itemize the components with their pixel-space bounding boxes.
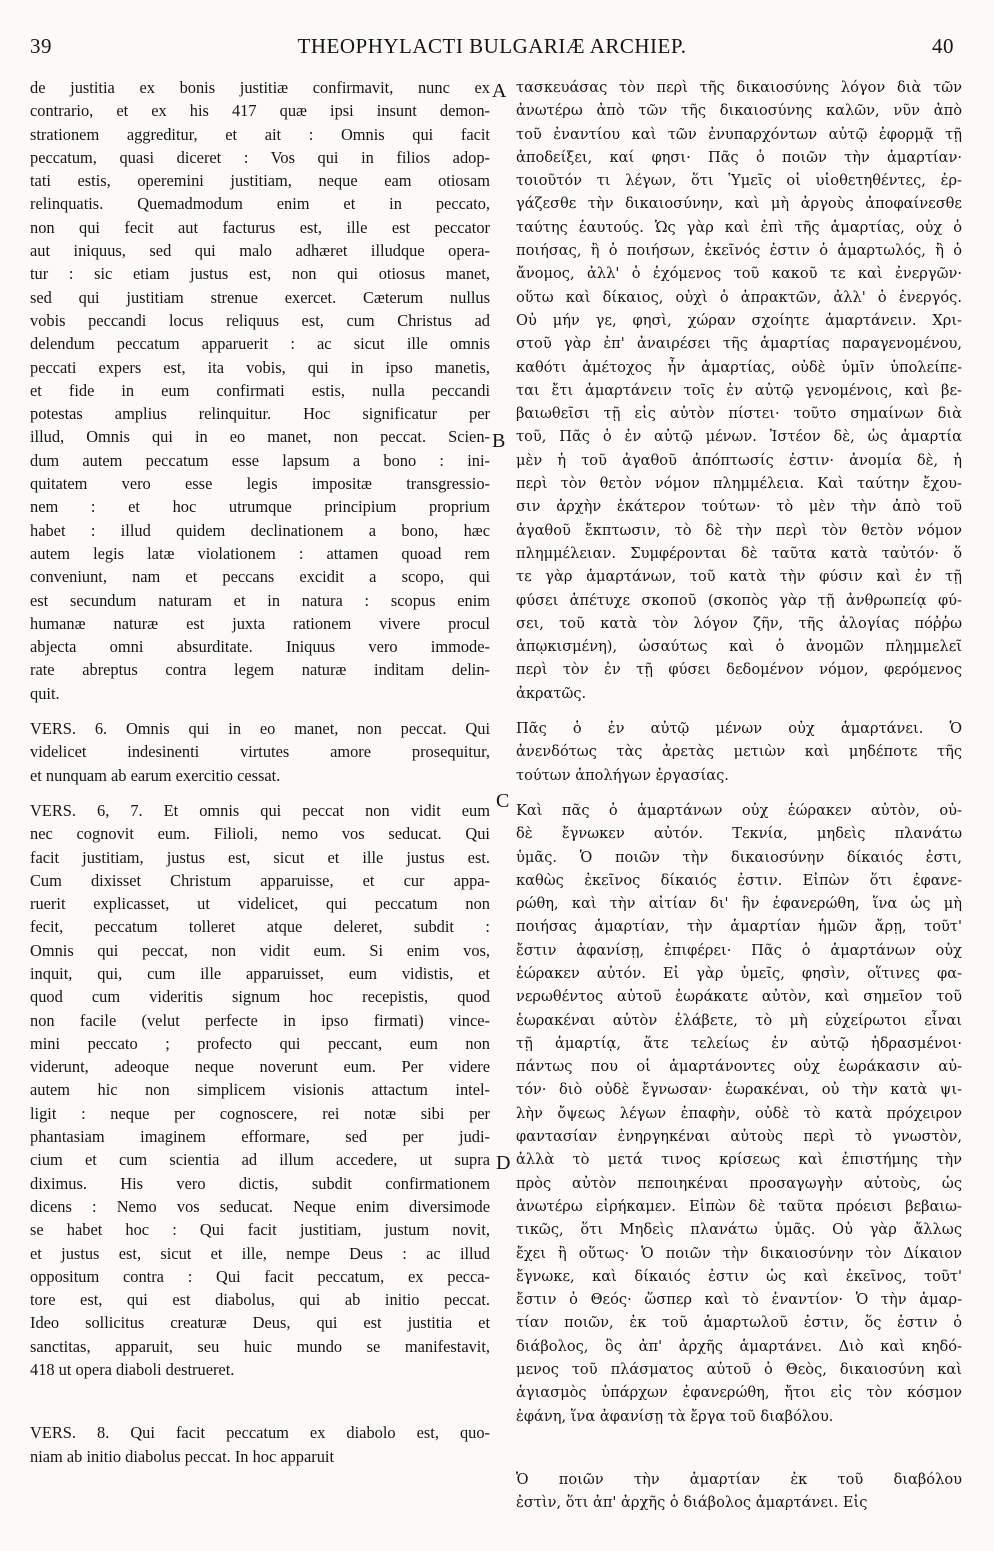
text-line: τῇ ἁμαρτίᾳ, ἅτε τελείως ἐν αὐτῷ ἡδρασμένοι· (516, 1034, 962, 1052)
margin-letter-d: D (496, 1152, 511, 1174)
text-line: νερωθέντος αὐτοῦ ἑωράκατε αὐτὸν, καὶ σημεῖον τοῦ (516, 988, 962, 1006)
text-line: ligit : neque per cognoscere, rei notæ sibi per (30, 1103, 490, 1123)
text-line: τασκευάσας τὸν περὶ τῆς δικαιοσύνης λόγον διὰ τῶν (516, 79, 962, 96)
text-line: tore est, qui est diabolus, qui ab initio peccat. (30, 1290, 490, 1310)
text-line: ἀποδείξει, καί φησι· Πᾶς ὁ ποιῶν τὴν ἁμαρτίαν· (516, 148, 962, 166)
text-line: autem legis latæ violationem : attamen quoad rem (30, 543, 490, 563)
text-line: καθότι ἀμέτοχος ἦν ἁμαρτίας, οὐδὲ ὑμῖν ὑπολείπε- (516, 358, 962, 376)
page-number-left: 39 (30, 34, 52, 58)
text-line: τοῦ ἐναντίου καὶ τῶν ἐνυπαρχόντων αὐτῷ ἐφορμᾷ τῇ (516, 125, 962, 143)
text-line: λὴν ὄψεως λέγων ἐπαφὴν, οὐδὲ τὸ κατὰ πρόχειρον (516, 1104, 962, 1122)
text-line: et nunquam ab earum exercitio cessat. (30, 765, 281, 785)
text-line: ἀγαθοῦ ἔκπτωσιν, τὸ δὲ τὴν περὶ τὸν θετὸν νόμον (516, 521, 962, 539)
text-line: ἔγνωκε, καὶ δίκαιός ἐστιν ὡς καὶ ἐκεῖνος, τοῦτ' (516, 1267, 962, 1285)
text-line: et fide in eum confirmati estis, nulla peccandi (30, 380, 490, 400)
text-line: πάντως που οἱ ἁμαρτάνοντες οὐχ ἑωράκασιν αὐ- (516, 1058, 962, 1076)
text-line: abjecta omni absurditate. Iniquus vero immode- (30, 637, 490, 657)
text-line: Omnis qui peccat, non vidit eum. Si enim vos, (30, 940, 490, 960)
text-line: videlicet indesinenti virtutes amore prosequitur, (30, 742, 490, 762)
text-line: VERS. 8. Qui facit peccatum ex diabolo est, quo- (30, 1423, 490, 1443)
text-line: ἀλλὰ τὸ μετά τινος κρίσεως καὶ ἐπιστήμης τὴν (516, 1151, 962, 1169)
text-line: rate abreptus contra legem naturæ inditam delin- (30, 660, 490, 680)
text-line: ἀνωτέρω εἰρήκαμεν. Εἰπὼν δὲ ταῦτα πρόεισι βεβαιω- (516, 1197, 962, 1215)
text-line: καθὼς ἐκεῖνος δίκαιός ἐστιν. Εἰπὼν ὅτι ἐφανε- (516, 871, 962, 889)
greek-column (516, 76, 962, 1515)
text-line: peccatum, quasi diceret : Vos qui in filios adop- (30, 147, 490, 167)
text-line: humanæ naturæ est juxta rationem vivere procul (30, 613, 490, 633)
text-line: est secundum naturam et in natura : scopus enim (30, 590, 490, 610)
text-line: non facile (velut perfecte in ipso firmati) vince- (30, 1010, 490, 1030)
latin-column (30, 76, 490, 1468)
text-line: σει, τοῦ κατὰ τὸν λόγον ζῆν, τῆς ἀλογίας πόῤῥω (516, 614, 962, 632)
text-line: ἀνωτέρω ἀπὸ τῶν τῆς δικαιοσύνης καλῶν, νῦν ἀπὸ (516, 102, 962, 120)
text-line: quitatem vero esse legis impositæ transgressio- (30, 474, 490, 494)
text-line: et justus est, sicut et ille, nempe Deus : ac illud (30, 1243, 490, 1263)
text-line: Cum dixisset Christum apparuisse, et cur appa- (30, 870, 490, 890)
page-header (30, 34, 954, 64)
text-line: VERS. 6. Omnis qui in eo manet, non peccat. Qui (30, 719, 490, 739)
text-line: phantasiam imaginem efformare, sed per judi- (30, 1127, 490, 1147)
text-line: ταύτης ἑαυτούς. Ὡς γὰρ καὶ ἐπὶ τῆς ἁμαρτίας, οὐχ ὁ (516, 218, 962, 236)
text-line: ποιήσας, ἢ ὁ ποιήσων, ἐκεῖνός ἐστιν ὁ ἁμαρτωλός, ἢ ὁ (516, 242, 962, 260)
text-line: φύσει ἀπέτυχε σκοποῦ (σκοπὸς γὰρ τῇ ἀνθρωπείᾳ φύ- (516, 591, 962, 609)
margin-letter-c: C (496, 790, 510, 812)
text-line: niam ab initio diabolus peccat. In hoc apparuit (30, 1446, 335, 1466)
text-line: Πᾶς ὁ ἐν αὐτῷ μένων οὐχ ἁμαρτάνει. Ὁ (516, 720, 962, 738)
text-line: ἑώρακεν αὐτόν. Εἰ γὰρ ὑμεῖς, φησὶν, οἵτινες φα- (516, 964, 962, 982)
text-line: Ὁ ποιῶν τὴν ἁμαρτίαν ἐκ τοῦ διαβόλου (516, 1470, 962, 1488)
text-line: ἀπῳκισμένη), ὡσαύτως καὶ ὁ ἀνομῶν πλημμελεῖ (516, 638, 962, 656)
text-line: ἀκρατῶς. (516, 684, 587, 702)
text-line: ἀνενδότως τὰς ἀρετὰς μετιὼν καὶ μηδέποτε τῆς (516, 743, 962, 761)
text-line: ὑμᾶς. Ὁ ποιῶν τὴν δικαιοσύνην δίκαιός ἐστι, (516, 848, 962, 866)
text-line: aut iniquus, sed qui malo adhæret illudque opera- (30, 241, 490, 261)
text-line: περὶ τὸν θετὸν νόμον πλημμέλεια. Καὶ ταύτην ἔχου- (516, 475, 962, 493)
text-line: σιν ἀρχὴν ἑκάτερον τούτων· τὸ μὲν τὴν ἀπὸ τοῦ (516, 498, 962, 516)
text-line: facit justitiam, justus est, sicut et ille justus est. (30, 847, 490, 867)
text-line: relinquatis. Quemadmodum enim et in peccato, (30, 194, 490, 214)
text-line: autem hic non simplicem visionis attactum intel- (30, 1080, 490, 1100)
text-line: τικῶς, ὅτι Μηδεὶς πλανάτω ὑμᾶς. Οὐ γὰρ ἄλλως (516, 1221, 962, 1239)
text-line: viderunt, adeoque neque noverunt eum. Per videre (30, 1057, 490, 1077)
text-line: nem : et hoc utrumque principium proprium (30, 497, 490, 517)
text-line: potestas amplius relinquitur. Hoc significatur per (30, 404, 490, 424)
text-line: ruerit explicasset, ut videlicet, qui peccatum non (30, 894, 490, 914)
text-line: τούτων ἀπολήγων ἐργασίας. (516, 766, 729, 784)
text-line: Ideo sollicitus creaturæ Deus, qui est justitia et (30, 1313, 490, 1333)
margin-letter-b: B (492, 430, 506, 452)
text-line: τοῦ, Πᾶς ὁ ἐν αὐτῷ μένων. Ἰστέον δὲ, ὡς ἁμαρτία (516, 428, 962, 446)
text-line: tati estis, operemini justitiam, neque eam otiosam (30, 171, 490, 191)
text-line: δὲ ἔγνωκεν αὐτόν. Τεκνία, μηδεὶς πλανάτω (516, 825, 962, 843)
running-title: THEOPHYLACTI BULGARIÆ ARCHIEP. (297, 34, 687, 58)
text-line: βαιωθεῖσι τῇ εἰς αὐτὸν πίστει· τοῦτο σημαίνων διὰ (516, 405, 962, 423)
text-line: οὕτω καὶ δίκαιος, οὐχὶ ὁ ἀπρακτῶν, ἀλλ' ὁ ἐνεργός. (516, 288, 962, 306)
text-line: quit. (30, 683, 60, 703)
text-line: conveniunt, nam et peccans excidit a scopo, qui (30, 567, 490, 587)
text-line: sanctitas, apparuit, seu huic mundo se manifestavit, (30, 1336, 490, 1356)
text-line: ἑωρακέναι αὐτὸν ἐλάβετε, τὸ μὴ εὐχείρωτοι εἶναι (516, 1011, 962, 1029)
text-line: se habet hoc : Qui facit justitiam, justum novit, (30, 1220, 490, 1240)
text-line: περὶ τὸν ἐν τῇ φύσει δεδομένον νόμον, φερόμενος (516, 661, 962, 679)
text-line: μὲν ἡ τοῦ ἀγαθοῦ ἀπόπτωσίς ἐστιν· ἀνομία δὲ, ἡ (516, 451, 962, 469)
text-line: nec cognovit eum. Filioli, nemo vos seducat. Qui (30, 824, 490, 844)
text-line: ρώθη, καὶ τὴν αἰτίαν δι' ἣν ἐφανερώθη, ἵνα ὡς μὴ (516, 895, 962, 913)
text-line: de justitia ex bonis justitiæ confirmavit, nunc ex (30, 78, 490, 97)
text-line: mini peccato ; profecto qui peccant, eum non (30, 1033, 490, 1053)
text-line: τίαν ποιῶν, ἐκ τοῦ ἁμαρτωλοῦ ἐστιν, ὅς ἐστιν ὁ (516, 1314, 962, 1332)
text-line: πρὸς αὐτὸν πεποιηκέναι προσαγωγὴν αὐτοὺς, ὡς (516, 1174, 962, 1192)
text-line: peccati expers est, ita vobis, qui in ipso manetis, (30, 357, 490, 377)
text-line: sed qui justitiam strenue exercet. Cæterum nullus (30, 287, 490, 307)
text-line: inquit, qui, cum ille apparuisset, eum vidistis, et (30, 963, 490, 983)
text-line: ἁγιασμὸς ὑπάρχων ἐφανερώθη, ἤτοι εἰς τὸν κόσμον (516, 1384, 962, 1402)
text-line: τοιοῦτόν τι λέγων, ὅτι Ὑμεῖς οἱ υἱοθετηθέντες, ἐρ- (516, 172, 962, 190)
text-line: τόν· διὸ οὐδὲ ἔγνωσαν· ἑωρακέναι, οὐ τὴν κατὰ ψι- (516, 1081, 962, 1099)
text-line: quod cum videritis signum hoc recepistis, quod (30, 987, 490, 1007)
text-line: στοῦ γὰρ ἐπ' ἀναιρέσει τῆς ἁμαρτίας παραγενομένου, (516, 335, 962, 353)
text-line: γάζεσθε τὴν δικαιοσύνην, καὶ μὴ ἀργοὺς ἀποφαίνεσθε (516, 195, 962, 213)
text-line: diximus. His vero dictis, subdit confirmationem (30, 1173, 490, 1193)
text-line: dum autem peccatum esse lapsum a bono : ini- (30, 450, 490, 470)
text-line: τε γὰρ ἁμαρτάνων, τοῦ κατὰ τὴν φύσιν καὶ ἐν τῇ (516, 568, 962, 586)
margin-letter-a: A (492, 80, 507, 102)
text-line: ται ἔτι ἁμαρτάνειν τοῖς ἐν αὐτῷ γενομένοις, καὶ βε- (516, 381, 962, 399)
text-line: ἔστιν ἀφανίσῃ, ἐπιφέρει· Πᾶς ὁ ἁμαρτάνων οὐχ (516, 941, 962, 959)
text-line: ἐφάνη, ἵνα ἀφανίσῃ τὰ ἔργα τοῦ διαβόλου. (516, 1407, 834, 1425)
text-line: 418 ut opera diaboli destrueret. (30, 1360, 235, 1380)
text-line: delendum peccatum apparuerit : ac sicut ille omnis (30, 334, 490, 354)
page-number-right: 40 (932, 34, 954, 58)
text-line: vobis peccandi locus reliquus est, cum Christus ad (30, 310, 490, 330)
text-line: ἐστὶν, ὅτι ἀπ' ἀρχῆς ὁ διάβολος ἁμαρτάνει. Εἰς (516, 1494, 868, 1512)
text-line: ἄνομος, ἀλλ' ὁ ἐχόμενος τοῦ κακοῦ τε καὶ ἐνεργῶν· (516, 265, 962, 283)
text-line: Καὶ πᾶς ὁ ἁμαρτάνων οὐχ ἑώρακεν αὐτὸν, οὐ- (516, 801, 962, 819)
text-line: habet : illud quidem declinationem a bono, hæc (30, 520, 490, 540)
text-line: contrario, et ex his 417 quæ ipsi insunt demon- (30, 101, 490, 121)
text-line: φαντασίαν ἐνηργηκέναι αὐτοὺς περὶ τὸ γνωστὸν, (516, 1128, 962, 1146)
text-line: ποιήσας ἁμαρτίαν, τὴν ἁμαρτίαν ἡμῶν ἄρῃ, τοῦτ' (516, 918, 962, 936)
text-line: πλημμέλειαν. Συμφέρονται δὲ ταῦτα κατὰ ταὐτόν· ὅ (516, 544, 962, 562)
text-line: VERS. 6, 7. Et omnis qui peccat non vidit eum (30, 800, 490, 820)
text-line: cium et cum scientia ad illum accedere, ut supra (30, 1150, 490, 1170)
text-line: non qui fecit aut facturus est, ille est peccator (30, 217, 490, 237)
text-line: μενος τοῦ πλάσματος αὐτοῦ ὁ Θεὸς, δικαιοσύνη καὶ (516, 1361, 962, 1379)
text-line: strationem aggreditur, et ait : Omnis qui facit (30, 124, 490, 144)
text-line: Οὐ μήν γε, φησὶ, χώραν σχοίητε ἁμαρτάνειν. Χρι- (516, 311, 962, 329)
text-line: ἔστιν ὁ Θεός· ὥσπερ καὶ τὸ ἐναντίον· Ὁ τὴν ἁμαρ- (516, 1291, 962, 1309)
text-line: oppositum contra : Qui facit peccatum, ex pecca- (30, 1266, 490, 1286)
text-line: διάβολος, ὃς ἀπ' ἀρχῆς ἁμαρτάνει. Διὸ καὶ κηδό- (516, 1337, 962, 1355)
text-line: illud, Omnis qui in eo manet, non peccat. Scien- (30, 427, 490, 447)
text-line: dicens : Nemo vos seducat. Neque enim diversimode (30, 1196, 490, 1216)
text-line: fecit, peccatum tolleret atque deleret, subdit : (30, 917, 490, 937)
text-line: ἔχει ἢ οὕτως· Ὁ ποιῶν τὴν δικαιοσύνην τὸν Δίκαιον (516, 1244, 962, 1262)
text-line: tur : sic etiam justus est, non qui otiosus manet, (30, 264, 490, 284)
